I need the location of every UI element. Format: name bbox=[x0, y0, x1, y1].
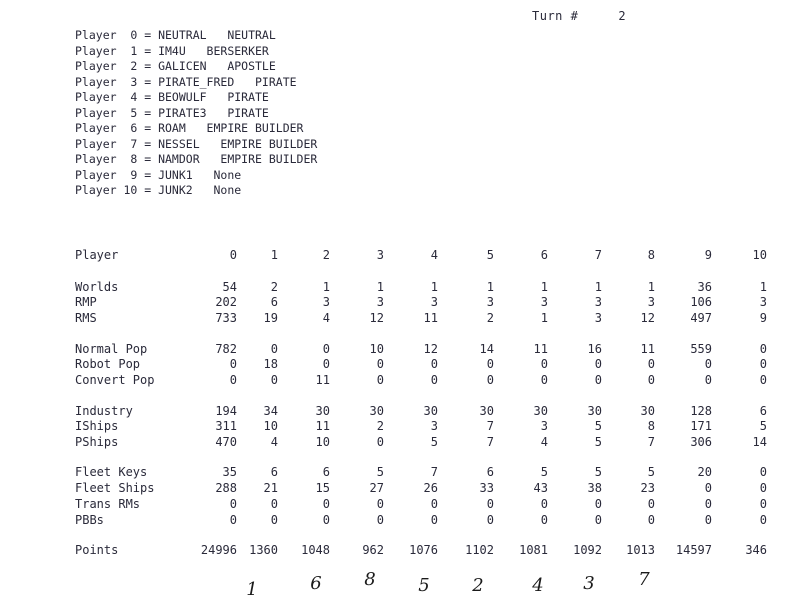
player-roster-line: Player 4 = BEOWULF PIRATE bbox=[75, 90, 269, 104]
table-cell: 6 bbox=[270, 295, 278, 309]
table-row bbox=[0, 342, 800, 358]
table-cell: 0 bbox=[759, 513, 767, 527]
table-cell: 782 bbox=[215, 342, 237, 356]
table-cell: 1360 bbox=[249, 543, 278, 557]
handwritten-rankings bbox=[0, 565, 800, 600]
table-cell: 1076 bbox=[409, 543, 438, 557]
table-cell: 5 bbox=[594, 419, 602, 433]
table-cell: 5 bbox=[759, 419, 767, 433]
row-label: Trans RMs bbox=[75, 497, 141, 511]
table-row bbox=[0, 295, 800, 311]
table-cell: 0 bbox=[647, 373, 655, 387]
table-cell: 1102 bbox=[465, 543, 494, 557]
handwritten-rank-mark: 3 bbox=[583, 573, 595, 594]
table-cell: 0 bbox=[430, 373, 438, 387]
table-cell: 30 bbox=[640, 404, 655, 418]
table-cell: 30 bbox=[479, 404, 494, 418]
table-cell: 54 bbox=[222, 280, 237, 294]
table-cell: 9 bbox=[759, 311, 767, 325]
table-cell: 20 bbox=[697, 465, 712, 479]
table-cell: 3 bbox=[647, 295, 655, 309]
table-cell: 128 bbox=[690, 404, 712, 418]
table-cell: 35 bbox=[222, 465, 237, 479]
table-cell: 12 bbox=[369, 311, 384, 325]
table-cell: 0 bbox=[486, 497, 494, 511]
table-cell: 0 bbox=[376, 513, 384, 527]
table-cell: 106 bbox=[690, 295, 712, 309]
table-cell: 0 bbox=[270, 513, 278, 527]
player-column-header: 1 bbox=[270, 248, 278, 262]
table-cell: 3 bbox=[594, 311, 602, 325]
table-cell: 0 bbox=[376, 373, 384, 387]
player-roster-line: Player 9 = JUNK1 None bbox=[75, 167, 242, 182]
table-cell: 23 bbox=[640, 481, 655, 495]
table-cell: 4 bbox=[322, 311, 330, 325]
table-cell: 14 bbox=[479, 342, 494, 356]
table-row bbox=[0, 497, 800, 513]
player-roster-line: Player 7 = NESSEL EMPIRE BUILDER bbox=[75, 136, 318, 151]
row-label: Industry bbox=[75, 404, 133, 418]
table-cell: 7 bbox=[647, 435, 655, 449]
table-cell: 0 bbox=[759, 481, 767, 495]
table-cell: 0 bbox=[430, 513, 438, 527]
player-column-header: 6 bbox=[540, 248, 548, 262]
table-cell: 4 bbox=[540, 435, 548, 449]
player-column-header: 2 bbox=[322, 248, 330, 262]
table-cell: 30 bbox=[315, 404, 330, 418]
table-cell: 470 bbox=[215, 435, 237, 449]
row-label: Normal Pop bbox=[75, 342, 148, 356]
table-cell: 6 bbox=[486, 465, 494, 479]
table-cell: 0 bbox=[430, 497, 438, 511]
table-cell: 0 bbox=[270, 373, 278, 387]
table-cell: 7 bbox=[430, 465, 438, 479]
table-cell: 3 bbox=[430, 295, 438, 309]
handwritten-rank-mark: 7 bbox=[638, 569, 650, 590]
table-cell: 1 bbox=[486, 280, 494, 294]
player-roster-line: Player 0 = NEUTRAL NEUTRAL bbox=[75, 28, 276, 42]
table-cell: 0 bbox=[270, 497, 278, 511]
table-cell: 0 bbox=[704, 497, 712, 511]
table-cell: 10 bbox=[263, 419, 278, 433]
table-cell: 0 bbox=[376, 497, 384, 511]
table-cell: 5 bbox=[430, 435, 438, 449]
handwritten-rank-mark: 8 bbox=[364, 569, 376, 590]
table-row bbox=[0, 543, 800, 559]
table-cell: 11 bbox=[315, 419, 330, 433]
handwritten-rank-mark: 2 bbox=[472, 575, 484, 596]
table-cell: 15 bbox=[315, 481, 330, 495]
table-cell: 1 bbox=[430, 280, 438, 294]
table-cell: 30 bbox=[587, 404, 602, 418]
player-roster bbox=[75, 28, 317, 199]
table-cell: 0 bbox=[594, 497, 602, 511]
table-cell: 3 bbox=[540, 295, 548, 309]
table-cell: 5 bbox=[376, 465, 384, 479]
table-cell: 0 bbox=[759, 497, 767, 511]
table-cell: 10 bbox=[315, 435, 330, 449]
table-cell: 30 bbox=[423, 404, 438, 418]
table-cell: 0 bbox=[594, 373, 602, 387]
table-cell: 3 bbox=[322, 295, 330, 309]
table-cell: 43 bbox=[533, 481, 548, 495]
player-roster-line: Player 6 = ROAM EMPIRE BUILDER bbox=[75, 121, 304, 135]
table-cell: 4 bbox=[270, 435, 278, 449]
row-label: RMS bbox=[75, 311, 97, 325]
table-cell: 1 bbox=[322, 280, 330, 294]
table-cell: 6 bbox=[759, 404, 767, 418]
player-column-header: 9 bbox=[704, 248, 712, 262]
player-column-header: 10 bbox=[752, 248, 767, 262]
row-label: Fleet Keys bbox=[75, 465, 148, 479]
table-cell: 0 bbox=[704, 373, 712, 387]
table-cell: 3 bbox=[594, 295, 602, 309]
table-cell: 1 bbox=[540, 311, 548, 325]
table-cell: 1 bbox=[376, 280, 384, 294]
table-cell: 5 bbox=[594, 465, 602, 479]
table-cell: 1 bbox=[540, 280, 548, 294]
table-cell: 0 bbox=[540, 513, 548, 527]
table-cell: 5 bbox=[594, 435, 602, 449]
table-cell: 1048 bbox=[301, 543, 330, 557]
table-cell: 0 bbox=[229, 513, 237, 527]
table-cell: 288 bbox=[215, 481, 237, 495]
table-cell: 30 bbox=[369, 404, 384, 418]
table-cell: 3 bbox=[376, 295, 384, 309]
table-row bbox=[0, 404, 800, 420]
table-cell: 12 bbox=[640, 311, 655, 325]
table-cell: 5 bbox=[540, 465, 548, 479]
table-cell: 11 bbox=[533, 342, 548, 356]
table-cell: 18 bbox=[263, 357, 278, 371]
table-cell: 306 bbox=[690, 435, 712, 449]
table-cell: 2 bbox=[486, 311, 494, 325]
table-cell: 34 bbox=[263, 404, 278, 418]
table-cell: 0 bbox=[540, 373, 548, 387]
table-cell: 1013 bbox=[626, 543, 655, 557]
table-cell: 0 bbox=[376, 357, 384, 371]
table-cell: 3 bbox=[430, 419, 438, 433]
player-column-header: 7 bbox=[594, 248, 602, 262]
table-cell: 1 bbox=[647, 280, 655, 294]
row-label: PShips bbox=[75, 435, 119, 449]
table-cell: 0 bbox=[594, 513, 602, 527]
table-cell: 0 bbox=[704, 357, 712, 371]
table-cell: 311 bbox=[215, 419, 237, 433]
table-row bbox=[0, 481, 800, 497]
table-cell: 1 bbox=[594, 280, 602, 294]
table-cell: 14 bbox=[752, 435, 767, 449]
row-label: Convert Pop bbox=[75, 373, 155, 387]
table-cell: 2 bbox=[270, 280, 278, 294]
table-row bbox=[0, 435, 800, 451]
table-cell: 11 bbox=[640, 342, 655, 356]
table-cell: 12 bbox=[423, 342, 438, 356]
table-cell: 733 bbox=[215, 311, 237, 325]
table-cell: 5 bbox=[647, 465, 655, 479]
table-cell: 6 bbox=[322, 465, 330, 479]
player-roster-line: Player 8 = NAMDOR EMPIRE BUILDER bbox=[75, 152, 318, 166]
table-cell: 3 bbox=[486, 295, 494, 309]
player-column-header: 3 bbox=[376, 248, 384, 262]
row-label: RMP bbox=[75, 295, 97, 309]
table-cell: 0 bbox=[486, 373, 494, 387]
table-cell: 7 bbox=[486, 419, 494, 433]
table-cell: 0 bbox=[229, 497, 237, 511]
table-cell: 194 bbox=[215, 404, 237, 418]
table-cell: 7 bbox=[486, 435, 494, 449]
player-column-header: 0 bbox=[229, 248, 237, 262]
table-row bbox=[0, 465, 800, 481]
table-cell: 0 bbox=[704, 481, 712, 495]
table-cell: 30 bbox=[533, 404, 548, 418]
table-cell: 14597 bbox=[675, 543, 712, 557]
table-cell: 0 bbox=[647, 357, 655, 371]
table-cell: 962 bbox=[362, 543, 384, 557]
player-roster-line: Player 1 = IM4U BERSERKER bbox=[75, 43, 269, 58]
table-cell: 36 bbox=[697, 280, 712, 294]
turn-label: Turn # bbox=[532, 9, 579, 23]
table-row bbox=[0, 311, 800, 327]
table-row bbox=[0, 280, 800, 296]
table-cell: 19 bbox=[263, 311, 278, 325]
table-cell: 2 bbox=[376, 419, 384, 433]
table-cell: 1081 bbox=[519, 543, 548, 557]
table-cell: 0 bbox=[540, 497, 548, 511]
table-cell: 0 bbox=[229, 373, 237, 387]
table-cell: 3 bbox=[759, 295, 767, 309]
table-cell: 24996 bbox=[200, 543, 237, 557]
player-column-header: 8 bbox=[647, 248, 655, 262]
table-cell: 0 bbox=[704, 513, 712, 527]
row-label: Worlds bbox=[75, 280, 119, 294]
table-cell: 0 bbox=[270, 342, 278, 356]
player-roster-line: Player 10 = JUNK2 None bbox=[75, 183, 242, 197]
table-cell: 0 bbox=[486, 357, 494, 371]
player-column-header: 5 bbox=[486, 248, 494, 262]
table-cell: 0 bbox=[322, 497, 330, 511]
row-label: IShips bbox=[75, 419, 119, 433]
table-cell: 1092 bbox=[573, 543, 602, 557]
table-cell: 27 bbox=[369, 481, 384, 495]
table-cell: 21 bbox=[263, 481, 278, 495]
row-label: Points bbox=[75, 543, 119, 557]
table-cell: 0 bbox=[759, 373, 767, 387]
handwritten-rank-mark: 6 bbox=[310, 573, 322, 594]
handwritten-rank-mark: 5 bbox=[418, 575, 430, 596]
table-cell: 16 bbox=[587, 342, 602, 356]
table-cell: 38 bbox=[587, 481, 602, 495]
player-column-header: 4 bbox=[430, 248, 438, 262]
table-cell: 26 bbox=[423, 481, 438, 495]
table-cell: 0 bbox=[376, 435, 384, 449]
table-cell: 0 bbox=[322, 342, 330, 356]
table-row bbox=[0, 357, 800, 373]
table-header-row bbox=[0, 248, 800, 264]
handwritten-rank-mark: 4 bbox=[532, 575, 544, 596]
table-cell: 11 bbox=[423, 311, 438, 325]
table-cell: 0 bbox=[647, 513, 655, 527]
table-cell: 6 bbox=[270, 465, 278, 479]
player-roster-line: Player 2 = GALICEN APOSTLE bbox=[75, 59, 276, 73]
table-cell: 0 bbox=[540, 357, 548, 371]
player-roster-line: Player 5 = PIRATE3 PIRATE bbox=[75, 105, 269, 120]
table-row bbox=[0, 513, 800, 529]
row-label: Fleet Ships bbox=[75, 481, 155, 495]
table-cell: 0 bbox=[229, 357, 237, 371]
table-cell: 0 bbox=[594, 357, 602, 371]
player-roster-line: Player 3 = PIRATE_FRED PIRATE bbox=[75, 74, 297, 89]
handwritten-rank-mark: 1 bbox=[246, 579, 258, 600]
table-row bbox=[0, 373, 800, 389]
table-cell: 8 bbox=[647, 419, 655, 433]
table-cell: 0 bbox=[759, 357, 767, 371]
table-cell: 0 bbox=[759, 342, 767, 356]
row-label: PBBs bbox=[75, 513, 104, 527]
table-cell: 202 bbox=[215, 295, 237, 309]
table-cell: 3 bbox=[540, 419, 548, 433]
table-cell: 1 bbox=[759, 280, 767, 294]
table-cell: 0 bbox=[759, 465, 767, 479]
table-cell: 0 bbox=[322, 513, 330, 527]
table-cell: 11 bbox=[315, 373, 330, 387]
table-cell: 33 bbox=[479, 481, 494, 495]
turn-number: 2 bbox=[618, 9, 627, 23]
table-cell: 171 bbox=[690, 419, 712, 433]
table-cell: 497 bbox=[690, 311, 712, 325]
table-cell: 559 bbox=[690, 342, 712, 356]
turn-indicator bbox=[532, 9, 626, 23]
row-label: Robot Pop bbox=[75, 357, 141, 371]
row-label: Player bbox=[75, 248, 119, 262]
table-cell: 0 bbox=[430, 357, 438, 371]
table-row bbox=[0, 419, 800, 435]
table-cell: 0 bbox=[647, 497, 655, 511]
table-cell: 0 bbox=[486, 513, 494, 527]
table-cell: 10 bbox=[369, 342, 384, 356]
table-cell: 346 bbox=[745, 543, 767, 557]
table-cell: 0 bbox=[322, 357, 330, 371]
